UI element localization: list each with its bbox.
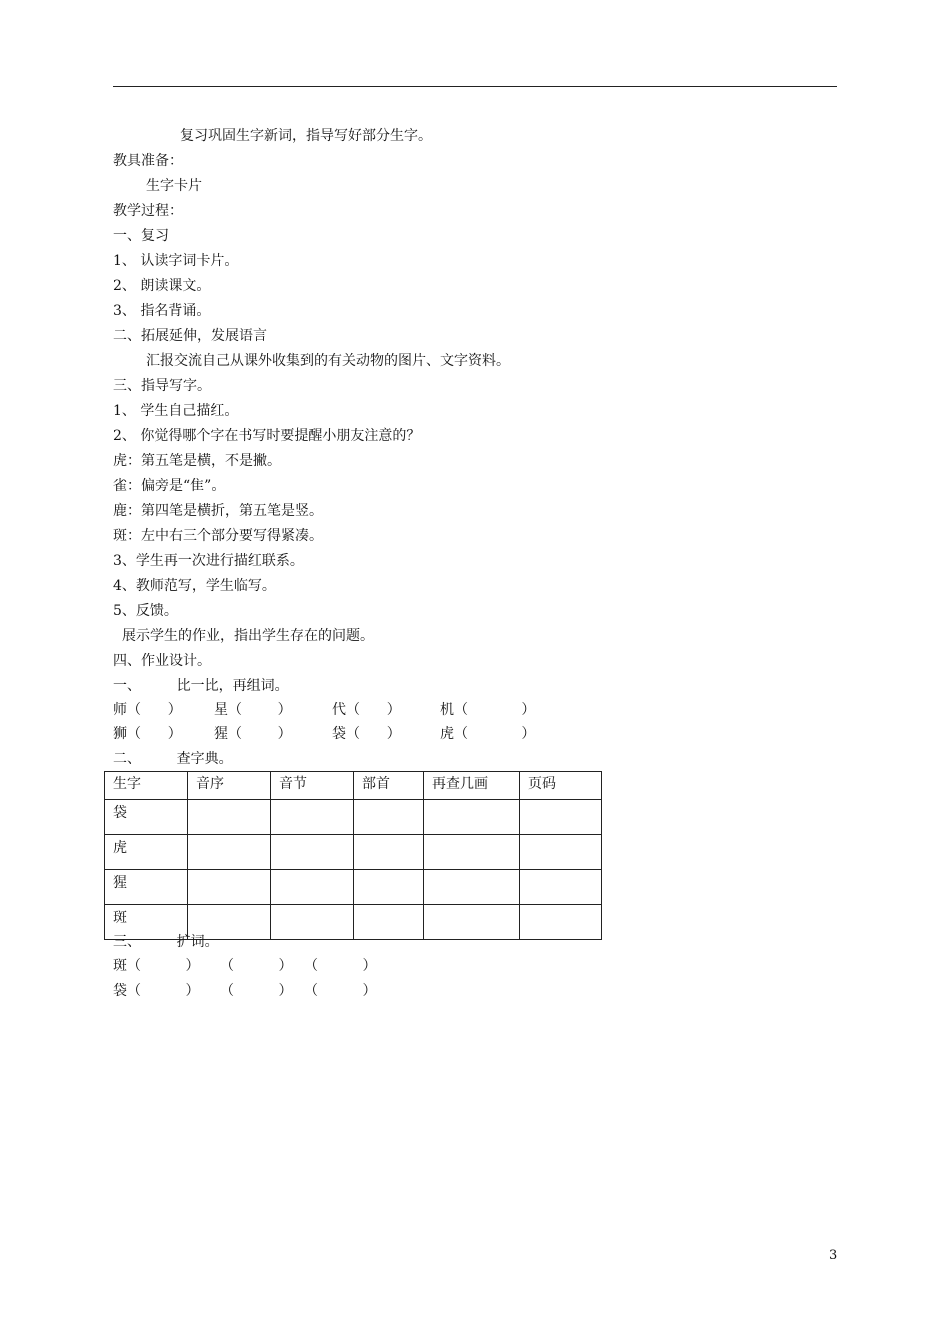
note-que: 雀：偏旁是“隹”。: [113, 478, 226, 494]
compare-item: 星（ ）: [214, 702, 292, 718]
table-header-cell: 部首: [354, 772, 424, 800]
table-cell: [188, 870, 271, 905]
table-cell: 斑: [105, 905, 188, 940]
expand-item: （ ）: [304, 983, 377, 999]
writing-step-5: 5、反馈。: [113, 603, 178, 619]
section-extension: 二、拓展延伸，发展语言: [113, 328, 267, 344]
table-row: [105, 835, 602, 870]
section-review: 一、复习: [113, 228, 169, 244]
section-homework: 四、作业设计。: [113, 653, 211, 669]
table-header-cell: 生字: [105, 772, 188, 800]
table-cell: [424, 835, 520, 870]
review-step-3: 3、 指名背诵。: [113, 303, 211, 319]
feedback-body: 展示学生的作业，指出学生存在的问题。: [122, 628, 374, 644]
prep-heading: 教具准备：: [113, 153, 183, 169]
table-cell: [354, 835, 424, 870]
prep-item: 生字卡片: [146, 178, 202, 194]
table-header-cell: 再查几画: [424, 772, 520, 800]
table-header-cell: 页码: [520, 772, 602, 800]
section-writing: 三、指导写字。: [113, 378, 211, 394]
writing-step-3: 3、学生再一次进行描红联系。: [113, 553, 304, 569]
compare-item: 袋（ ）: [332, 726, 401, 742]
writing-step-2: 2、 你觉得哪个字在书写时要提醒小朋友注意的？: [113, 428, 421, 444]
compare-item: 机（ ）: [440, 702, 536, 718]
expand-item: （ ）: [304, 958, 377, 974]
compare-item: 师（ ）: [113, 702, 182, 718]
table-header-cell: 音序: [188, 772, 271, 800]
table-cell: [188, 835, 271, 870]
table-cell: [271, 870, 354, 905]
table-cell: [520, 905, 602, 940]
table-cell: 猩: [105, 870, 188, 905]
table-cell: [188, 800, 271, 835]
note-ban: 斑：左中右三个部分要写得紧凑。: [113, 528, 323, 544]
note-hu: 虎：第五笔是横，不是撇。: [113, 453, 281, 469]
table-row: [105, 870, 602, 905]
review-step-1: 1、 认读字词卡片。: [113, 253, 239, 269]
table-cell: [424, 870, 520, 905]
table-cell: [271, 905, 354, 940]
table-cell: [354, 870, 424, 905]
note-lu: 鹿：第四笔是横折，第五笔是竖。: [113, 503, 323, 519]
header-rule: [113, 86, 837, 87]
table-cell: [520, 870, 602, 905]
dictionary-table: [104, 771, 602, 940]
compare-item: 猩（ ）: [214, 726, 292, 742]
table-cell: [520, 800, 602, 835]
table-row: [105, 800, 602, 835]
table-cell: [354, 800, 424, 835]
homework-2-title: 二、 查字典。: [113, 751, 233, 767]
homework-1-title: 一、 比一比，再组词。: [113, 678, 289, 694]
writing-step-4: 4、教师范写，学生临写。: [113, 578, 276, 594]
table-cell: [354, 905, 424, 940]
expand-item: （ ）: [220, 958, 293, 974]
table-cell: [424, 800, 520, 835]
compare-item: 代（ ）: [332, 702, 401, 718]
writing-step-1: 1、 学生自己描红。: [113, 403, 239, 419]
table-cell: [520, 835, 602, 870]
table-cell: 虎: [105, 835, 188, 870]
expand-item: 斑（ ）: [113, 958, 200, 974]
expand-item: （ ）: [220, 983, 293, 999]
expand-item: 袋（ ）: [113, 983, 200, 999]
lesson-goal: 复习巩固生字新词，指导写好部分生字。: [180, 128, 432, 144]
table-cell: [271, 835, 354, 870]
review-step-2: 2、 朗读课文。: [113, 278, 211, 294]
compare-item: 虎（ ）: [440, 726, 536, 742]
page-number: 3: [829, 1248, 838, 1263]
homework-3-title: 三、 扩词。: [113, 934, 219, 950]
table-cell: [271, 800, 354, 835]
extension-body: 汇报交流自己从课外收集到的有关动物的图片、文字资料。: [146, 353, 510, 369]
table-header-row: [105, 772, 602, 800]
process-heading: 教学过程：: [113, 203, 183, 219]
table-cell: 袋: [105, 800, 188, 835]
compare-item: 狮（ ）: [113, 726, 182, 742]
table-header-cell: 音节: [271, 772, 354, 800]
table-cell: [424, 905, 520, 940]
